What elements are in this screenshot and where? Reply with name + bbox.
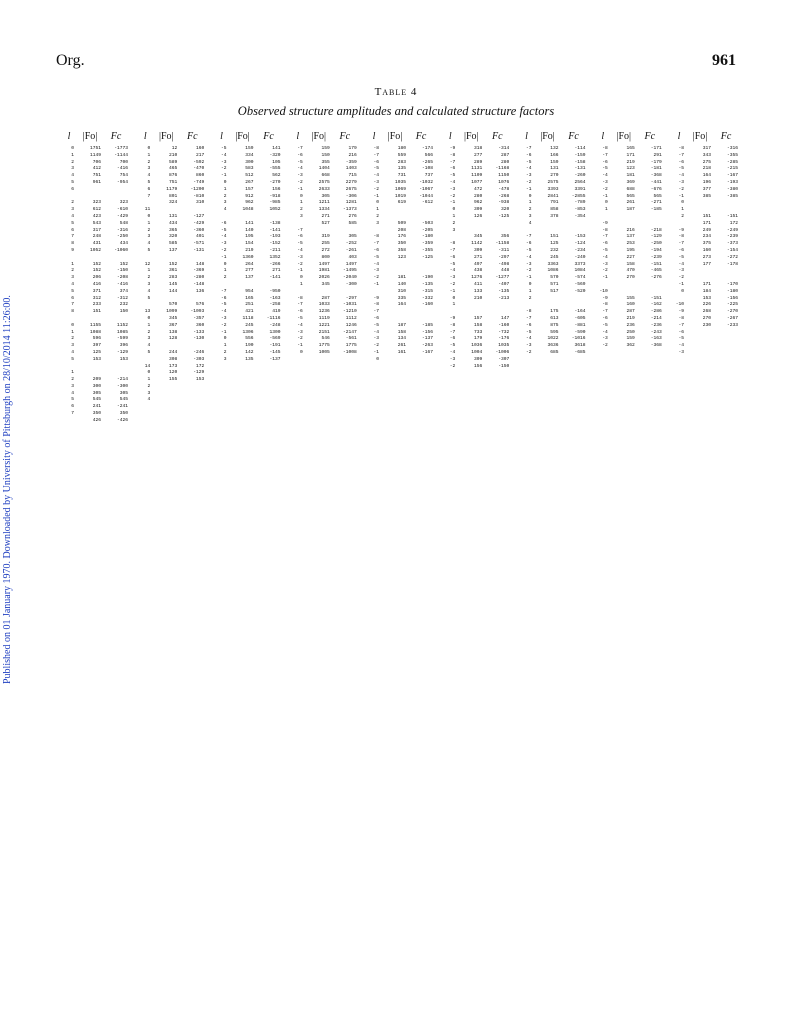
header-fc: Fc (568, 131, 579, 142)
l-values: 0 1 2 3 4 5 6 7 11 0 1 2 3 4 5 12 1 2 3 4 5 13 0 1 2 3 4 5 14 0 1 2 3 4 (144, 146, 151, 403)
header-fo: |Fo| (311, 131, 327, 142)
header-fo: |Fo| (158, 131, 174, 142)
table-block (215, 126, 281, 1006)
header-fc: Fc (491, 131, 503, 142)
fc-values: 160 217 -592 -470 860 -749 -1200 -810 310 -127 -429 -360 401 -571 -131 148 -369 -280 -148 136 576 -1093 -357 360 -133 -130 -246 -303 172 -129 153 (190, 146, 205, 383)
l-values: -8 -7 -6 -5 -4 -3 -2 -1 0 1 -9 -8 -7 -6 -5 -4 -3 -2 -1 -10 -9 -8 -7 -6 -5 -4 -3 -2 (599, 146, 608, 349)
header-fo: |Fo| (692, 131, 708, 142)
fo-values: 165 171 219 123 181 369 688 565 261 187 216 137 253 195 227 158 470 270 155 160 287 219 236 250 159 362 (626, 146, 635, 349)
fc-values: -1773 -1144 700 -416 754 -954 323 -610 -429 548 -316 -250 434 -1060 152 -150 -208 -416 374 -312 232 150 1152 1085 -599 396 -129 153 -214 -300 305 545 -241 350 -426 (114, 146, 128, 423)
fc-values: -314 287 280 -1168 1150 1076 -478 -268 -938 320 -125 356 -1158 -311 -297 -498 448 -1277 -407 -135 -213 147 -160 -732 -176 1035 -1006 -307 -150 (495, 146, 510, 369)
column-headers (215, 126, 281, 142)
header-fo: |Fo| (387, 131, 403, 142)
column-headers (367, 126, 433, 142)
header-fo: |Fo| (540, 131, 555, 142)
header-fo: |Fo| (82, 131, 98, 142)
header-fo: |Fo| (235, 131, 250, 142)
table-block (520, 126, 586, 1006)
table-block (672, 126, 738, 1006)
header-fc: Fc (720, 131, 732, 142)
fc-values: -174 566 -265 -108 737 -1032 -1067 -1044 -612 -503 -205 -180 -359 -355 -125 -190 -135 -315 -332 -160 -185 -156 -137 -263 -167 (419, 146, 433, 355)
header-l: l (372, 131, 376, 142)
header-l: l (525, 131, 528, 142)
header-l: l (601, 131, 605, 142)
fo-values: 159 334 300 583 512 267 157 912 962 1048 141 140 195 154 219 1360 264 277 137 954 165 251 421 1118 245 1306 556 190 142 135 (242, 146, 254, 362)
fo-values: 317 343 275 218 164 196 377 385 151 171 249 234 375 160 273 177 171 184 153 226 268 270 230 (702, 146, 711, 328)
l-values: -5 -4 -3 -2 -1 0 1 2 3 4 -6 -5 -4 -3 -2 -1 0 1 2 -7 -6 -5 -4 -3 -2 -1 0 1 2 3 (220, 146, 227, 362)
fc-values: -114 -159 -158 -131 -260 2564 3391 -2855 -789 -853 -354 -153 -124 -234 -240 3373 1084 -574 -569 -520 -164 -605 -881 -590 -1016 3618 -685 (571, 146, 586, 355)
l-values: -9 -8 -7 -6 -5 -4 -3 -2 -1 0 1 2 3 -8 -7 -6 -5 -4 -3 -2 -1 0 1 -9 -8 -7 -6 -5 -4 -3 -2 (449, 146, 456, 369)
header-l: l (448, 131, 452, 142)
l-values: -7 -6 -5 -4 -3 -2 -1 0 1 2 3 4 -7 -6 -5 -4 -3 -2 -1 0 1 2 -8 -7 -6 -5 -4 -3 -2 (525, 146, 532, 355)
running-head (56, 52, 736, 72)
column-headers (138, 126, 204, 142)
column-headers (520, 126, 586, 142)
table-title: Table 4 (374, 86, 418, 98)
table-block (62, 126, 128, 1006)
fo-values: 12 210 589 465 876 751 1179 801 324 131 434 365 320 585 137 152 361 283 145 144 570 1099 345 367 138 128 244 308 173 120 155 (166, 146, 178, 383)
header-fc: Fc (339, 131, 351, 142)
fc-values: -171 291 -179 -181 -368 -441 -676 565 -271 -185 -218 -129 -250 -194 -239 -151 -465 -276 -151 -162 -286 -214 -236 -243 -163 -368 (650, 146, 662, 349)
header-l: l (220, 131, 223, 142)
fo-values: 180 559 283 135 731 1035 1069 1019 619 509 208 176 350 358 123 181 140 310 335 164 187 158 134 261 161 (394, 146, 406, 355)
header-fc: Fc (415, 131, 427, 142)
column-headers (62, 126, 128, 142)
table-block (291, 126, 357, 1006)
header-fc: Fc (263, 131, 274, 142)
table-block (138, 126, 204, 1006)
header-fo: |Fo| (463, 131, 479, 142)
download-notice: Published on 01 January 1970. Downloaded by University of Pittsburgh on 28/10/2014 11:26:00. (2, 295, 13, 685)
column-headers (672, 126, 738, 142)
l-values: -8 -7 -6 -5 -4 -3 -2 -1 0 1 2 3 -8 -7 -6 -5 -4 -3 -2 -1 -9 -8 -7 -6 -5 -4 -3 -2 -1 0 (373, 146, 379, 362)
l-values: 0 1 2 3 4 5 6 2 3 4 5 6 7 8 9 1 2 3 4 5 6 7 8 0 1 2 3 4 5 1 2 3 4 5 6 7 (71, 146, 74, 417)
column-headers (291, 126, 357, 142)
fo-values: 132 166 159 131 270 2575 3393 2841 791 858 378 151 125 232 245 3363 1086 570 571 517 175 613 875 595 1022 3636 685 (547, 146, 559, 355)
header-l: l (67, 131, 71, 142)
l-values: -7 -6 -5 -4 -3 -2 -1 0 1 2 3 -7 -6 -5 -4 -3 -2 -1 0 1 -8 -7 -6 -5 -4 -3 -2 -1 0 (297, 146, 303, 355)
fo-values: 1751 1149 706 412 751 961 323 612 423 543 317 248 431 1052 152 152 206 416 371 312 233 151 1155 1088 596 397 125 153 209 300 305 545 241 350 426 (89, 146, 101, 423)
header-fc: Fc (186, 131, 198, 142)
header-fo: |Fo| (616, 131, 632, 142)
header-fc: Fc (644, 131, 656, 142)
table-block (367, 126, 433, 1006)
header-l: l (677, 131, 681, 142)
column-headers (596, 126, 662, 142)
header-fc: Fc (110, 131, 122, 142)
fc-values: -316 -355 -285 -215 -167 -193 -380 -385 -151 172 -249 -239 -373 -154 -272 -178 -170 -180 -156 -225 -270 -267 -233 (726, 146, 738, 328)
l-values: -8 -7 -6 -5 -4 -3 -2 -1 0 1 2 -9 -8 -7 -6 -5 -4 -3 -2 -1 0 -10 -9 -8 -7 -6 -5 -4 -3 (675, 146, 684, 355)
column-headers (443, 126, 509, 142)
fo-values: 318 277 289 1131 1109 1077 472 280 962 309 126 345 1142 309 271 497 438 1276 411 133 210 157 158 733 179 1036 1004 309 156 (471, 146, 483, 369)
journal-abbrev: Org. (56, 52, 85, 69)
table-block (596, 126, 662, 1006)
structure-factor-table (62, 126, 738, 1006)
table-block (443, 126, 509, 1006)
page-number: 961 (712, 52, 736, 69)
fc-values: 179 216 -359 1403 715 2279 2675 -306 1281 -1373 276 585 305 -252 -261 403 1497 -1495 -2040 -300 -297 -1031 -1210 1112 1246 -2147 -561 1775 -1008 (342, 146, 357, 355)
header-l: l (143, 131, 147, 142)
header-l: l (296, 131, 300, 142)
fc-values: 141 -320 105 -555 562 -270 156 -918 -985 1052 -138 -141 -193 -152 -211 1352 -266 271 -141 -950 -163 -258 419 -1116 -248 1300 -569 -191 -145 -137 (266, 146, 281, 362)
fo-values: 159 150 355 1404 668 2575 2633 305 1211 1334 271 527 319 255 272 800 1497 1981 2026 345 287 1033 1236 1119 1221 2151 546 1775 1005 (318, 146, 330, 355)
table-caption: Observed structure amplitudes and calculated structure factors (237, 104, 555, 118)
